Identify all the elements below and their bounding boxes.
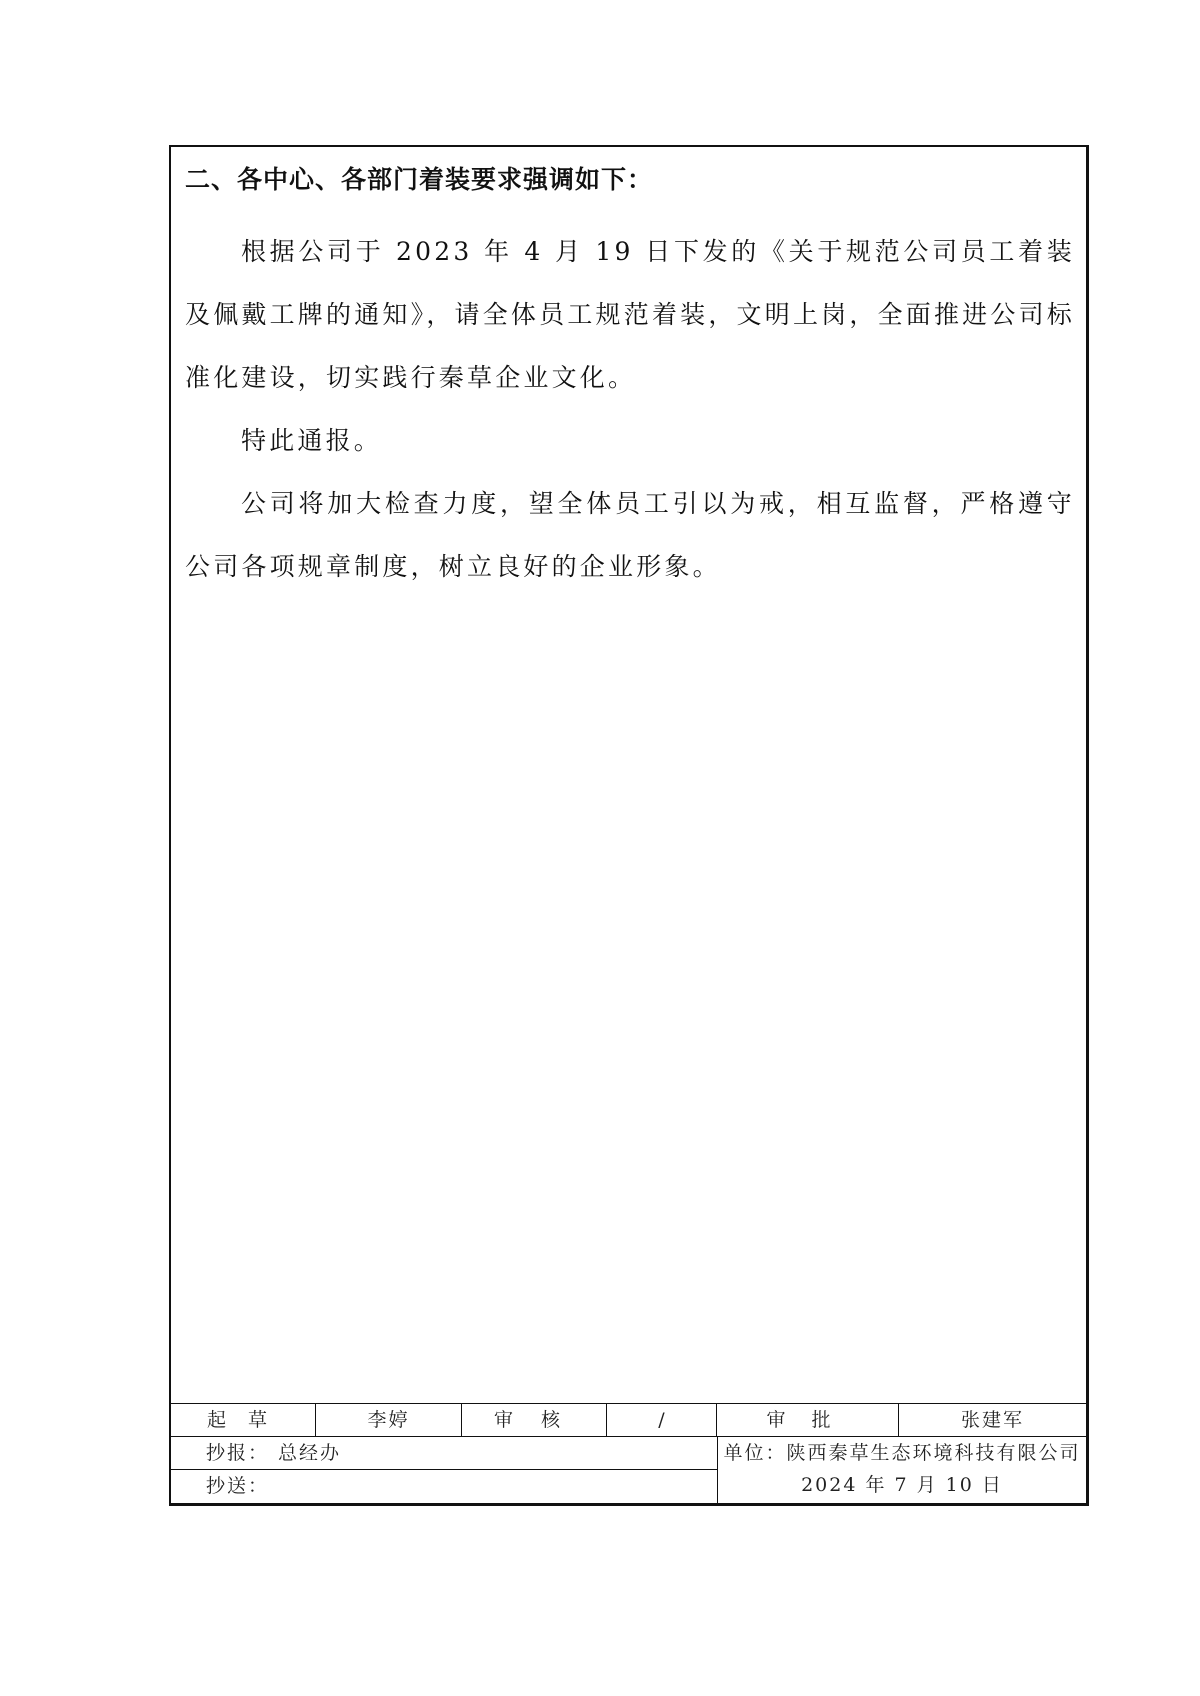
distribution-block [171, 1437, 718, 1503]
drafter-label: 起草 [171, 1404, 316, 1436]
reviewer-label: 审核 [462, 1404, 607, 1436]
report-label: 抄报： [206, 1442, 270, 1464]
copy-label: 抄送： [206, 1475, 270, 1497]
paragraph-dress-code: 根据公司于 2023 年 4 月 19 日下发的《关于规范公司员工着装及佩戴工牌的通知》，请全体员工规范着装，文明上岗，全面推进公司标准化建设，切实践行秦草企业文化。 [185, 237, 1075, 392]
issuer-block [718, 1437, 1086, 1503]
paragraph-inspection: 公司将加大检查力度，望全体员工引以为戒，相互监督，严格遵守公司各项规章制度，树立良好的企业形象。 [185, 489, 1075, 581]
copy-row [171, 1470, 717, 1502]
paragraph-notice: 特此通报。 [241, 426, 383, 455]
issuing-unit: 单位：陕西秦草生态环境科技有限公司 [723, 1442, 1081, 1464]
report-row [171, 1437, 717, 1470]
notice-frame [169, 145, 1089, 1506]
report-recipient: 总经办 [278, 1442, 342, 1464]
notice-body [185, 147, 1075, 598]
drafter-name: 李婷 [316, 1404, 462, 1436]
reviewer-name: / [607, 1404, 717, 1436]
approver-label: 审批 [717, 1404, 899, 1436]
issue-date: 2024 年 7 月 10 日 [801, 1474, 1003, 1496]
approver-name: 张建军 [960, 1409, 1024, 1431]
signature-table [171, 1403, 1086, 1503]
section-heading: 二、各中心、各部门着装要求强调如下： [185, 165, 654, 194]
approval-row [171, 1404, 1086, 1437]
